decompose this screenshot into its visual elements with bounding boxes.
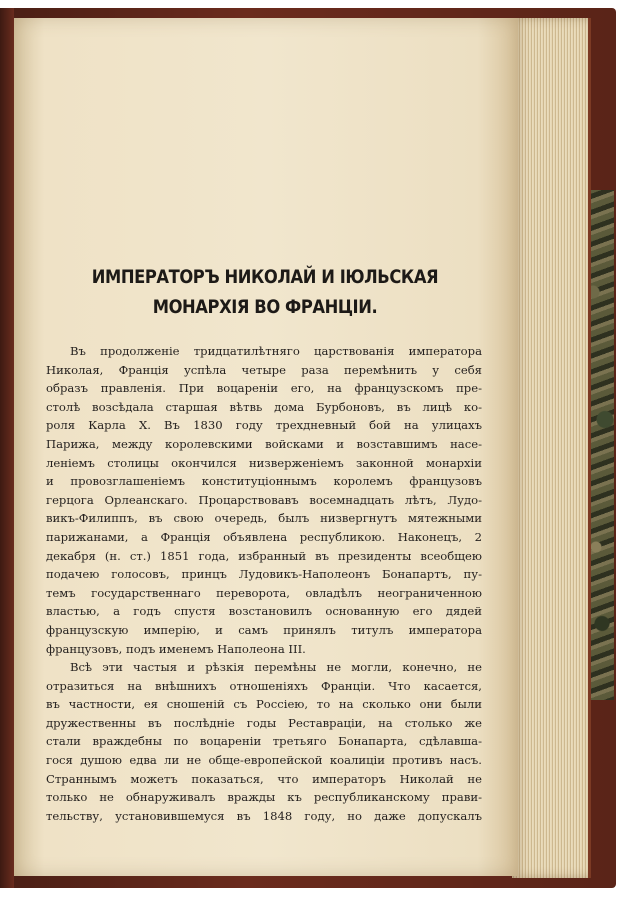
text-line: Николая, Франція успѣла четыре раза перемѣнить у себя xyxy=(46,362,482,377)
body-text xyxy=(46,342,482,825)
text-line: французовъ, подъ именемъ Наполеона III. xyxy=(46,641,306,656)
text-line: столѣ возсѣдала старшая вѣтвь дома Бурбоновъ, въ лицѣ ко- xyxy=(46,399,482,414)
cover-spine-edge xyxy=(0,8,14,888)
text-line: въ частности, ея сношеній съ Россіею, то на сколько они были xyxy=(46,697,482,712)
text-line: Парижа, между королевскими войсками и возставшимъ насе- xyxy=(46,436,482,451)
text-line: леніемъ столицы окончился низверженіемъ законной монархіи xyxy=(46,455,482,470)
text-line: гося душою едва ли не обще-европейской коалиціи противъ насъ. xyxy=(46,753,482,768)
text-line: образъ правленія. При воцареніи его, на французскомъ пре- xyxy=(46,381,482,396)
text-line: декабря (н. ст.) 1851 года, избранный въ президенты всеобщею xyxy=(46,548,482,563)
show-through-text xyxy=(404,78,524,378)
text-line: Всѣ эти частыя и рѣзкія перемѣны не могли, конечно, не xyxy=(70,660,482,675)
text-line: парижанами, а Франція объявлена республикою. Наконецъ, 2 xyxy=(46,529,482,544)
text-line: только не обнаруживалъ вражды къ республиканскому прави- xyxy=(46,790,482,805)
text-line: дружественны въ послѣдніе годы Реставраціи, на столько же xyxy=(46,715,482,730)
text-line: герцога Орлеанскаго. Процарствовавъ восемнадцать лѣтъ, Лудо- xyxy=(46,492,482,507)
text-line: и провозглашеніемъ конституціоннымъ королемъ французовъ xyxy=(46,474,482,489)
text-line: Въ продолженіе тридцатилѣтняго царствованія императора xyxy=(70,344,482,358)
text-line: отразиться на внѣшнихъ отношеніяхъ Франціи. Что касается, xyxy=(46,678,482,693)
text-line: стали враждебны по воцареніи третьяго Бонапарта, сдѣлавша- xyxy=(46,734,482,749)
chapter-title: ИМПЕРАТОРЪ НИКОЛАЙ И ІЮЛЬСКАЯ МОНАРХІЯ ВО ФРАНЦІИ. xyxy=(91,266,439,318)
text-line: подачею голосовъ, принцъ Лудовикъ-Наполеонъ Бонапартъ, пу- xyxy=(46,567,482,582)
text-line: тельству, установившемуся въ 1848 году, но даже допускалъ xyxy=(46,808,482,823)
text-line: темъ государственнаго переворота, овладѣлъ неограниченною xyxy=(46,585,482,600)
text-line: роля Карла X. Въ 1830 году трехдневный бой на улицахъ xyxy=(46,418,482,433)
text-line: викъ-Филиппъ, въ свою очередь, былъ низвергнутъ мятежными xyxy=(46,511,482,526)
text-line: Страннымъ можетъ показаться, что императоръ Николай не xyxy=(46,771,482,786)
text-line: французскую имперію, и самъ принялъ титулъ императора xyxy=(46,622,482,637)
text-line: властью, а годъ спустя возстановилъ основанную его дядей xyxy=(46,604,482,619)
